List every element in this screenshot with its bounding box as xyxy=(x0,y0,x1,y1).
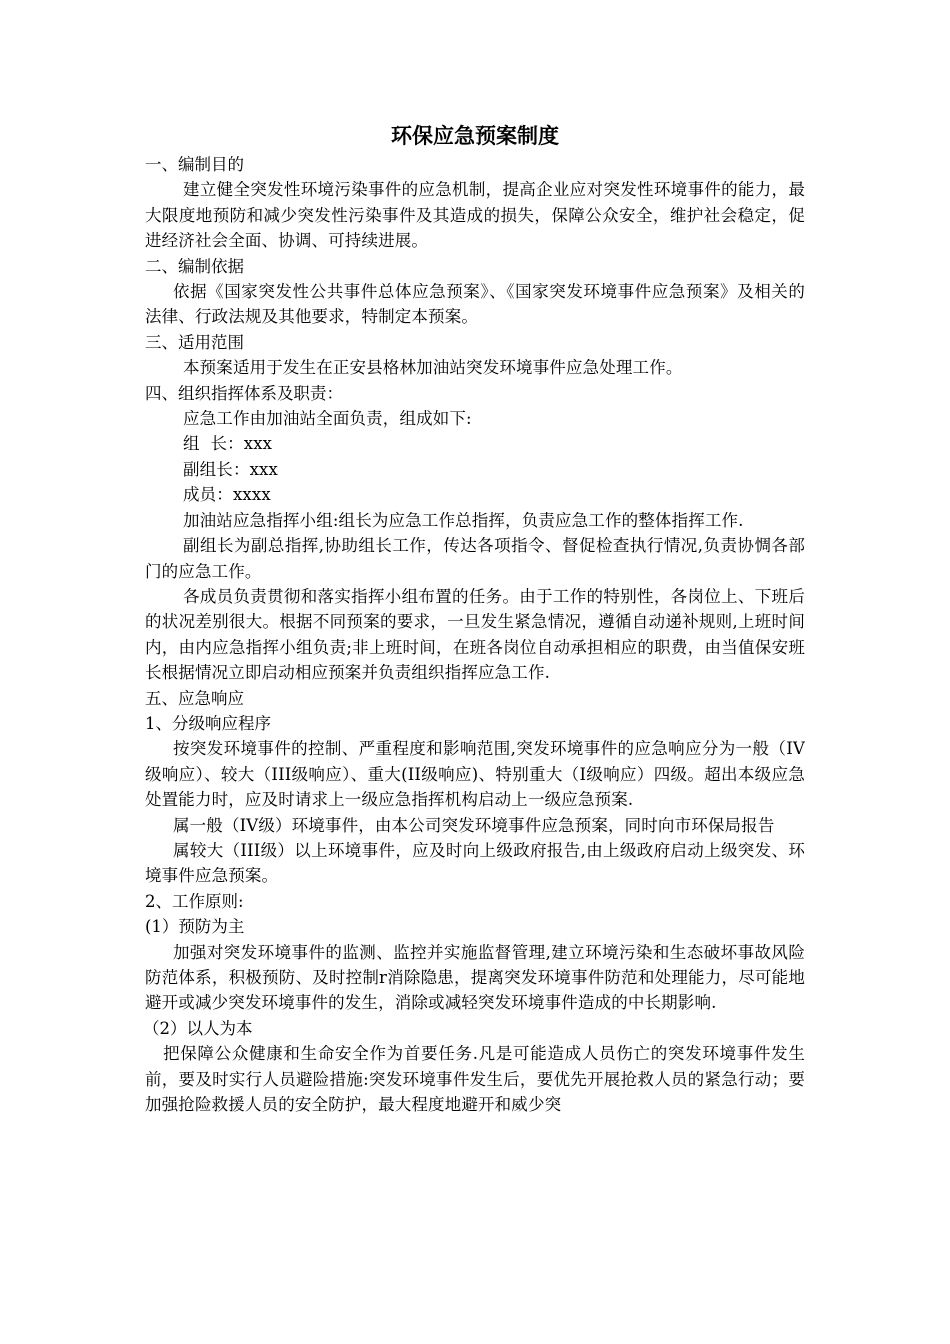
paragraph-purpose: 建立健全突发性环境污染事件的应急机制，提高企业应对突发性环境事件的能力，最大限度地预防和减少突发性污染事件及其造成的损失，保障公众安全，维护社会稳定，促进经济社会全面、协调、可持续进展。 xyxy=(145,180,805,251)
paragraph-basis: 依据《国家突发性公共事件总体应急预案》、《国家突发环境事件应急预案》及相关的法律、行政法规及其他要求，特制定本预案。 xyxy=(145,282,805,327)
list-item-members: 成员：xxxx xyxy=(183,485,271,505)
section-heading-scope: 三、适用范围 xyxy=(145,332,244,352)
paragraph-organization-intro: 应急工作由加油站全面负责，组成如下: xyxy=(183,409,472,429)
section-heading-response: 五、应急响应 xyxy=(145,688,244,708)
document-title: 环保应急预案制度 xyxy=(391,124,559,148)
section-heading-organization: 四、组织指挥体系及职责： xyxy=(145,383,343,403)
paragraph-people-oriented: 把保障公众健康和生命安全作为首要任务.凡是可能造成人员伤亡的突发环境事件发生前，要及时实行人员避险措施:突发环境事件发生后，要优先开展抢救人员的紧急行动；要加强抢险救援人员的安全防护，最大程度地避开和威少突 xyxy=(145,1044,805,1115)
subheading-work-principles: 2、工作原则: xyxy=(145,891,244,911)
paragraph-graded-response: 按突发环境事件的控制、严重程度和影响范围,突发环境事件的应急响应分为一般（IV级响应）、较大（III级响应）、重大(II级响应)、特别重大（I级响应）四级。超出本级应急处置能力时，应及时请求上一级应急指挥机构启动上一级应急预案. xyxy=(145,739,805,810)
subheading-prevention-first: (1）预防为主 xyxy=(145,917,245,937)
list-item-deputy-leader: 副组长：xxx xyxy=(183,459,278,479)
document-page xyxy=(145,120,805,1117)
section-heading-basis: 二、编制依据 xyxy=(145,256,244,276)
paragraph-scope: 本预案适用于发生在正安县格林加油站突发环境事件应急处理工作。 xyxy=(183,358,683,378)
paragraph-member-duties: 各成员负责贯彻和落实指挥小组布置的任务。由于工作的特别性，各岗位上、下班后的状况差别很大。根据不同预案的要求，一旦发生紧急情况，遵循自动递补规则,上班时间内，由内应急指挥小组负责;非上班时间，在班各岗位自动承担相应的职费，由当值保安班长根据情况立即启动相应预案并负责组织指挥应急工作. xyxy=(145,586,805,683)
paragraph-level-iii: 属较大（III级）以上环境事件，应及时向上级政府报告,由上级政府启动上级突发、环境事件应急预案。 xyxy=(145,840,805,886)
section-heading-purpose: 一、编制目的 xyxy=(145,155,244,174)
paragraph-command-group: 加油站应急指挥小组:组长为应急工作总指挥，负责应急工作的整体指挥工作. xyxy=(183,510,744,530)
subheading-graded-response: 1、分级响应程序 xyxy=(145,713,271,733)
paragraph-prevention-first: 加强对突发环境事件的监测、监控并实施监督管理,建立环境污染和生态破坏事故风险防范体系，积极预防、及时控制r消除隐患，提离突发环境事件防范和处理能力，尽可能地避开或减少突发环境事件的发生，消除或减轻突发环境事件造成的中长期影响. xyxy=(145,942,805,1013)
list-item-leader: 组 长：xxx xyxy=(183,434,273,454)
subheading-people-oriented: （2）以人为本 xyxy=(143,1018,253,1038)
paragraph-deputy-duties: 副组长为副总指挥,协助组长工作，传达各项指令、督促检查执行情况,负责协惆各部门的应急工作。 xyxy=(145,536,805,581)
paragraph-level-iv: 属一般（IV级）环境事件，由本公司突发环境事件应急预案，同时向市环保局报告 xyxy=(173,815,775,835)
